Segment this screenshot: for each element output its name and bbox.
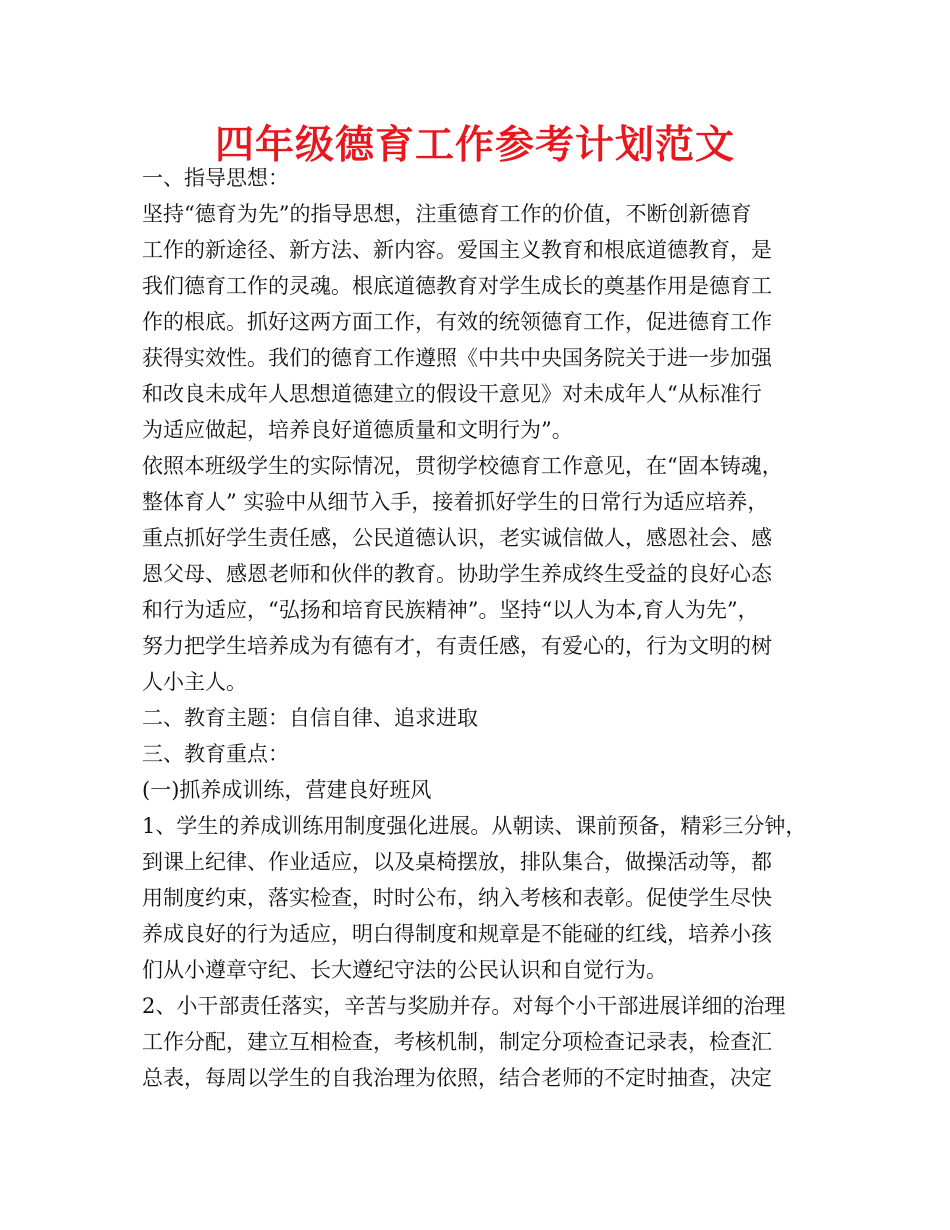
text-line: 养成良好的行为适应，明白得制度和规章是不能碰的红线，培养小孩 (142, 922, 772, 946)
text-line: 工作的新途径、新方法、新内容。爱国主义教育和根底道德教育，是 (142, 238, 772, 262)
text-line: (一)抓养成训练，营建良好班风 (142, 778, 432, 802)
text-line: 二、教育主题：自信自律、追求进取 (142, 706, 478, 730)
text-line: 三、教育重点： (142, 742, 289, 766)
text-line: 我们德育工作的灵魂。根底道德教育对学生成长的奠基作用是德育工 (142, 274, 772, 298)
text-line: 总表，每周以学生的自我治理为依照，结合老师的不定时抽查，决定 (142, 1066, 772, 1090)
text-line: 用制度约束，落实检查，时时公布，纳入考核和表彰。促使学生尽快 (142, 886, 772, 910)
text-line: 1、学生的养成训练用制度强化进展。从朝读、课前预备，精彩三分钟， (142, 814, 807, 838)
text-line: 到课上纪律、作业适应，以及桌椅摆放，排队集合，做操活动等，都 (142, 850, 772, 874)
text-line: 依照本班级学生的实际情况，贯彻学校德育工作意见，在“固本铸魂， (142, 454, 783, 478)
text-line: 工作分配，建立互相检查，考核机制，制定分项检查记录表，检查汇 (142, 1030, 772, 1054)
text-line: 和行为适应，“弘扬和培育民族精神”。坚持“以人为本,育人为先”， (142, 598, 759, 622)
text-line: 作的根底。抓好这两方面工作，有效的统领德育工作，促进德育工作 (142, 310, 772, 334)
text-line: 2、小干部责任落实，辛苦与奖励并存。对每个小干部进展详细的治理 (142, 994, 786, 1018)
text-line: 获得实效性。我们的德育工作遵照《中共中央国务院关于进一步加强 (142, 346, 772, 370)
text-line: 整体育人” 实验中从细节入手，接着抓好学生的日常行为适应培养， (142, 490, 769, 514)
text-line: 和改良未成年人思想道德建立的假设干意见》对未成年人“从标准行 (142, 382, 762, 406)
text-line: 为适应做起，培养良好道德质量和文明行为”。 (142, 418, 573, 442)
text-line: 坚持“德育为先”的指导思想，注重德育工作的价值，不断创新德育 (142, 202, 752, 226)
text-line: 一、指导思想： (142, 166, 289, 190)
document-title: 四年级德育工作参考计划范文 (214, 123, 735, 168)
text-line: 努力把学生培养成为有德有才，有责任感，有爱心的，行为文明的树 (142, 634, 772, 658)
document-body (142, 160, 822, 1096)
text-line: 恩父母、感恩老师和伙伴的教育。协助学生养成终生受益的良好心态 (142, 562, 772, 586)
text-line: 人小主人。 (142, 670, 247, 694)
text-line: 重点抓好学生责任感，公民道德认识，老实诚信做人，感恩社会、感 (142, 526, 772, 550)
text-line: 们从小遵章守纪、长大遵纪守法的公民认识和自觉行为。 (142, 958, 667, 982)
